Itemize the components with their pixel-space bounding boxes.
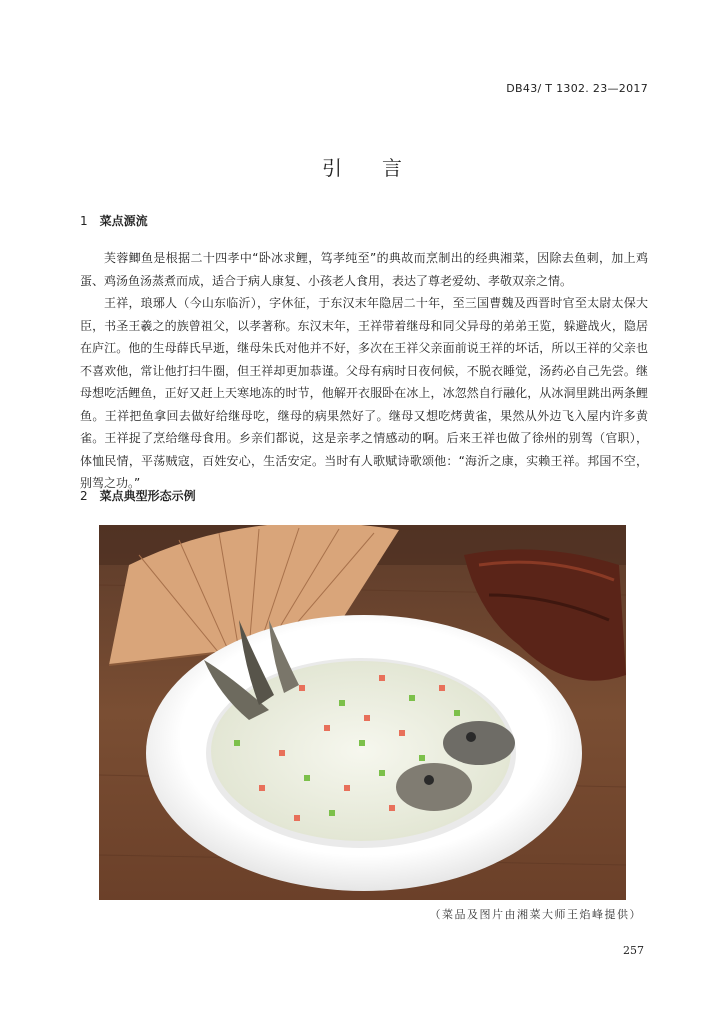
section-1-title: 菜点源流 — [99, 214, 148, 228]
paragraph-wang-xiang-story: 王祥，琅琊人（今山东临沂），字休征，于东汉末年隐居二十年，至三国曹魏及西晋时官至太尉太保大臣，书圣王羲之的族曾祖父，以孝著称。东汉末年，王祥带着继母和同父异母的弟弟王览，躲避战火，隐居在庐江。他的生母薛氏早逝，继母朱氏对他并不好，多次在王祥父亲面前说王祥的坏话，所以王祥的父亲也不喜欢他，常让他打扫牛圈，但王祥却更加恭谨。父母有病时日夜伺候，不脱衣睡觉，汤药必自己先尝。继母想吃活鲤鱼，正好又赶上天寒地冻的时节，他解开衣服卧在冰上，冰忽然自行融化，从冰洞里跳出两条鲤鱼。王祥把鱼拿回去做好给继母吃，继母的病果然好了。继母又想吃烤黄雀，果然从外边飞入屋内许多黄雀。王祥捉了烹给继母食用。乡亲们都说，这是亲孝之情感动的啊。后来王祥也做了徐州的别驾（官职），体恤民情，平荡贼寇，百姓安心，生活安定。当时有人歌赋诗歌颂他：“海沂之康，实赖王祥。邦国不空，别驾之功。” — [80, 296, 648, 490]
page-title: 引言 — [322, 156, 442, 180]
standard-code: DB43/ T 1302. 23—2017 — [506, 82, 648, 95]
section-2-title: 菜点典型形态示例 — [99, 489, 196, 503]
paragraph-origin: 芙蓉鲫鱼是根据二十四孝中“卧冰求鲤，笃孝纯至”的典故而烹制出的经典湘菜，因除去鱼刺，加上鸡蛋、鸡汤鱼汤蒸煮而成，适合于病人康复、小孩老人食用，表达了尊老爱幼、孝敬双亲之情。 — [80, 251, 648, 288]
section-2-heading — [80, 487, 196, 504]
section-1-heading — [80, 212, 148, 229]
dish-photo — [99, 525, 626, 900]
photo-caption: （菜品及图片由湘菜大师王焰峰提供） — [429, 908, 642, 921]
section-1-number: 1 — [80, 214, 88, 228]
dish-photo-illustration — [99, 525, 626, 900]
section-1-body — [80, 247, 648, 495]
page-number: 257 — [623, 944, 644, 957]
section-2-number: 2 — [80, 489, 88, 503]
